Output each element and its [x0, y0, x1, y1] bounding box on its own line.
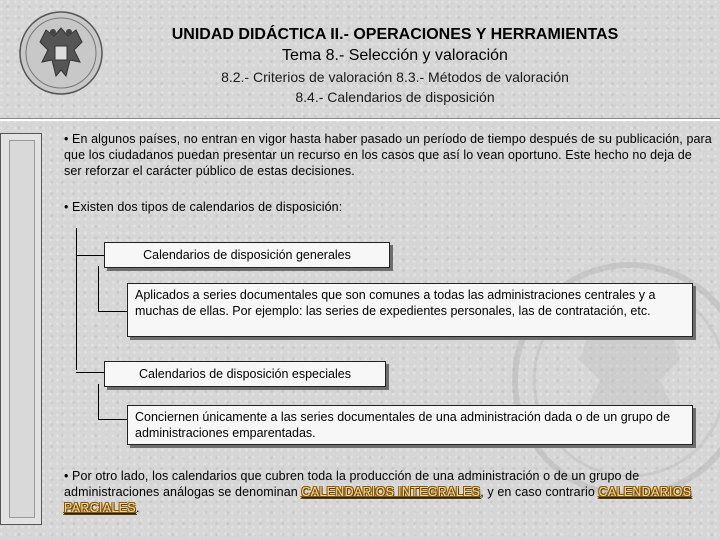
page-title: UNIDAD DIDÁCTICA II.- OPERACIONES Y HERRAMIENTAS	[171, 26, 619, 43]
header-divider	[0, 118, 720, 121]
tree-connector	[76, 372, 104, 373]
section-list-line-2: 8.4.- Calendarios de disposición	[295, 89, 495, 105]
special-calendars-title-box: Calendarios de disposición especiales	[104, 361, 386, 387]
general-calendars-description-box: Aplicados a series documentales que son comunes a todas las administraciones centrales y a muchas de ellas. Por ejemplo: las series de expedientes personales, las de contratación, etc.	[127, 283, 693, 337]
eagle-emblem-icon	[18, 10, 104, 96]
tree-connector	[76, 228, 77, 370]
tree-connector	[98, 266, 99, 312]
tree-connector	[98, 384, 99, 420]
side-decoration-bar	[0, 133, 42, 525]
slide-header	[0, 0, 720, 118]
section-list-line-1: 8.2.- Criterios de valoración 8.3.- Métodos de valoración	[221, 69, 569, 85]
paragraph-types-intro: • Existen dos tipos de calendarios de disposición:	[64, 200, 343, 214]
special-calendars-description-box: Conciernen únicamente a las series documentales de una administración dada o de un grupo de administraciones emparentadas.	[127, 405, 693, 445]
general-calendars-title-box: Calendarios de disposición generales	[104, 242, 390, 268]
highlight-partial-calendars: CALENDARIOS PARCIALES	[64, 485, 692, 515]
paragraph-text: , y en caso contrario	[480, 485, 599, 499]
paragraph-text: • Por otro lado, los calendarios que cubren toda la producción de una administración o de un grupo de administraciones análogas se denominan	[64, 469, 640, 499]
tree-connector	[76, 255, 104, 256]
paragraph-entry-into-force: • En algunos países, no entran en vigor hasta haber pasado un período de tiempo después de su publicación, para que los ciudadanos puedan presentar un recurso en los casos que así lo vean oportuno. Este hecho no deja de ser reforzar el carácter público de estas decisiones.	[64, 132, 712, 178]
topic-subtitle: Tema 8.- Selección y valoración	[282, 47, 508, 64]
tree-connector	[98, 419, 127, 420]
paragraph-text: .	[135, 501, 140, 515]
highlight-integral-calendars: CALENDARIOS INTEGRALES	[301, 485, 481, 499]
tree-connector	[98, 311, 127, 312]
paragraph-integral-partial	[64, 468, 712, 516]
